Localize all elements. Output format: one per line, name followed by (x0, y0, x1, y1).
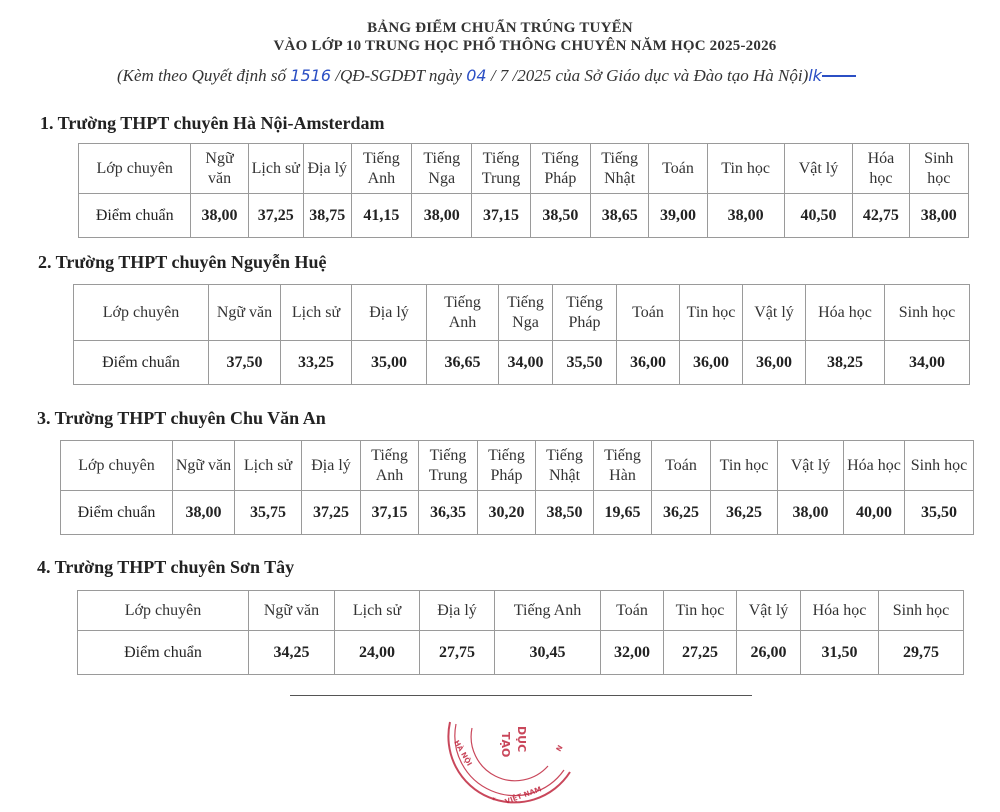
subtitle-suffix: / 7 /2025 của Sở Giáo dục và Đào tạo Hà Nội) (486, 66, 809, 85)
subject-header: Tiếng Pháp (553, 285, 617, 341)
subject-header: Vật lý (784, 144, 853, 194)
score-cell: 26,00 (737, 631, 801, 675)
score-cell: 35,00 (352, 341, 427, 385)
score-cell: 31,50 (801, 631, 879, 675)
subject-header: Tiếng Trung (419, 441, 478, 491)
horizontal-divider (290, 695, 752, 696)
subject-header: Tiếng Nga (499, 285, 553, 341)
score-cell: 29,75 (879, 631, 964, 675)
score-cell: 38,75 (303, 194, 351, 238)
score-cell: 40,00 (844, 491, 905, 535)
score-cell: 38,00 (909, 194, 968, 238)
subject-header: Hóa học (801, 591, 879, 631)
table-header-row (61, 441, 974, 491)
subject-header: Tin học (680, 285, 743, 341)
decision-number: 1516 (290, 66, 331, 85)
subject-header: Địa lý (352, 285, 427, 341)
subject-header: Sinh học (885, 285, 970, 341)
score-cell: 35,75 (235, 491, 302, 535)
svg-text:N: N (554, 743, 565, 753)
score-cell: 36,25 (652, 491, 711, 535)
subject-header: Ngữ văn (249, 591, 335, 631)
row-label: Lớp chuyên (61, 441, 173, 491)
table-score-row (61, 491, 974, 535)
score-cell: 39,00 (649, 194, 707, 238)
svg-text:HÀ NỘI: HÀ NỘI (452, 739, 474, 768)
subject-header: Tiếng Nhật (536, 441, 594, 491)
table-header-row (74, 285, 970, 341)
table-score-row (78, 631, 964, 675)
score-cell: 37,15 (361, 491, 419, 535)
school-4-heading: 4. Trường THPT chuyên Sơn Tây (37, 557, 295, 577)
subject-header: Sinh học (909, 144, 968, 194)
score-cell: 36,00 (680, 341, 743, 385)
document-title-line2: VÀO LỚP 10 TRUNG HỌC PHỔ THÔNG CHUYÊN NĂM HỌC 2025-2026 (273, 38, 777, 54)
score-cell: 36,00 (743, 341, 806, 385)
subject-header: Vật lý (737, 591, 801, 631)
score-cell: 35,50 (905, 491, 974, 535)
decision-day: 04 (466, 66, 487, 85)
subject-header: Địa lý (420, 591, 495, 631)
subject-header: Tiếng Pháp (478, 441, 536, 491)
subject-header: Tiếng Trung (472, 144, 530, 194)
subject-header: Tiếng Pháp (530, 144, 590, 194)
score-cell: 38,00 (707, 194, 784, 238)
subject-header: Toán (617, 285, 680, 341)
subject-header: Tiếng Anh (361, 441, 419, 491)
score-cell: 34,00 (499, 341, 553, 385)
score-cell: 35,50 (553, 341, 617, 385)
subject-header: Tiếng Nga (412, 144, 472, 194)
subject-header: Toán (601, 591, 664, 631)
school-3-score-table (60, 440, 974, 535)
row-label: Điểm chuẩn (79, 194, 191, 238)
score-cell: 36,65 (427, 341, 499, 385)
subject-header: Lịch sử (335, 591, 420, 631)
score-cell: 40,50 (784, 194, 853, 238)
svg-text:DỤC: DỤC (515, 726, 528, 753)
score-cell: 34,25 (249, 631, 335, 675)
subject-header: Vật lý (743, 285, 806, 341)
score-cell: 36,35 (419, 491, 478, 535)
svg-text:TẠO: TẠO (499, 732, 512, 758)
handwritten-initials: lk (808, 66, 822, 85)
score-cell: 38,65 (591, 194, 649, 238)
subject-header: Sinh học (879, 591, 964, 631)
subject-header: Lịch sử (248, 144, 303, 194)
subject-header: Ngữ văn (191, 144, 248, 194)
subject-header: Ngữ văn (209, 285, 281, 341)
score-cell: 27,75 (420, 631, 495, 675)
subject-header: Toán (652, 441, 711, 491)
score-cell: 30,20 (478, 491, 536, 535)
row-label: Lớp chuyên (79, 144, 191, 194)
subject-header: Vật lý (778, 441, 844, 491)
subject-header: Tiếng Anh (351, 144, 411, 194)
subject-header: Sinh học (905, 441, 974, 491)
subject-header: Hóa học (844, 441, 905, 491)
table-header-row (78, 591, 964, 631)
document-subtitle (117, 66, 856, 86)
subject-header: Toán (649, 144, 707, 194)
subject-header: Ngữ văn (173, 441, 235, 491)
score-cell: 41,15 (351, 194, 411, 238)
score-cell: 38,00 (191, 194, 248, 238)
row-label: Lớp chuyên (78, 591, 249, 631)
row-label: Điểm chuẩn (74, 341, 209, 385)
subject-header: Lịch sử (281, 285, 352, 341)
score-cell: 38,00 (412, 194, 472, 238)
score-cell: 19,65 (594, 491, 652, 535)
score-cell: 24,00 (335, 631, 420, 675)
official-stamp-icon (442, 712, 592, 812)
school-2-heading: 2. Trường THPT chuyên Nguyễn Huệ (38, 252, 327, 272)
score-cell: 37,50 (209, 341, 281, 385)
table-header-row (79, 144, 969, 194)
subject-header: Tiếng Anh (427, 285, 499, 341)
score-cell: 30,45 (495, 631, 601, 675)
score-cell: 37,25 (248, 194, 303, 238)
initials-underline (822, 65, 856, 77)
school-4-score-table (77, 590, 964, 675)
score-cell: 27,25 (664, 631, 737, 675)
row-label: Điểm chuẩn (61, 491, 173, 535)
score-cell: 34,00 (885, 341, 970, 385)
subject-header: Địa lý (302, 441, 361, 491)
subject-header: Lịch sử (235, 441, 302, 491)
subtitle-prefix: (Kèm theo Quyết định số (117, 66, 291, 85)
table-score-row (79, 194, 969, 238)
score-cell: 38,00 (173, 491, 235, 535)
score-cell: 36,00 (617, 341, 680, 385)
subtitle-middle: /QĐ-SGDĐT ngày (331, 66, 467, 85)
table-score-row (74, 341, 970, 385)
subject-header: Tiếng Anh (495, 591, 601, 631)
score-cell: 33,25 (281, 341, 352, 385)
subject-header: Tiếng Hàn (594, 441, 652, 491)
svg-text:*: * (492, 796, 496, 804)
score-cell: 38,00 (778, 491, 844, 535)
score-cell: 42,75 (853, 194, 909, 238)
score-cell: 38,50 (530, 194, 590, 238)
score-cell: 38,25 (806, 341, 885, 385)
score-cell: 32,00 (601, 631, 664, 675)
score-cell: 37,25 (302, 491, 361, 535)
school-2-score-table (73, 284, 970, 385)
score-cell: 37,15 (472, 194, 530, 238)
svg-text:VIỆT NAM: VIỆT NAM (503, 785, 543, 806)
row-label: Lớp chuyên (74, 285, 209, 341)
score-cell: 38,50 (536, 491, 594, 535)
subject-header: Tiếng Nhật (591, 144, 649, 194)
subject-header: Tin học (707, 144, 784, 194)
school-1-score-table (78, 143, 969, 238)
subject-header: Địa lý (303, 144, 351, 194)
row-label: Điểm chuẩn (78, 631, 249, 675)
school-3-heading: 3. Trường THPT chuyên Chu Văn An (37, 408, 326, 428)
school-1-heading: 1. Trường THPT chuyên Hà Nội-Amsterdam (40, 113, 385, 133)
score-cell: 36,25 (711, 491, 778, 535)
document-title-line1: BẢNG ĐIỂM CHUẨN TRÚNG TUYỂN (367, 20, 633, 36)
subject-header: Tin học (664, 591, 737, 631)
subject-header: Tin học (711, 441, 778, 491)
subject-header: Hóa học (806, 285, 885, 341)
subject-header: Hóa học (853, 144, 909, 194)
